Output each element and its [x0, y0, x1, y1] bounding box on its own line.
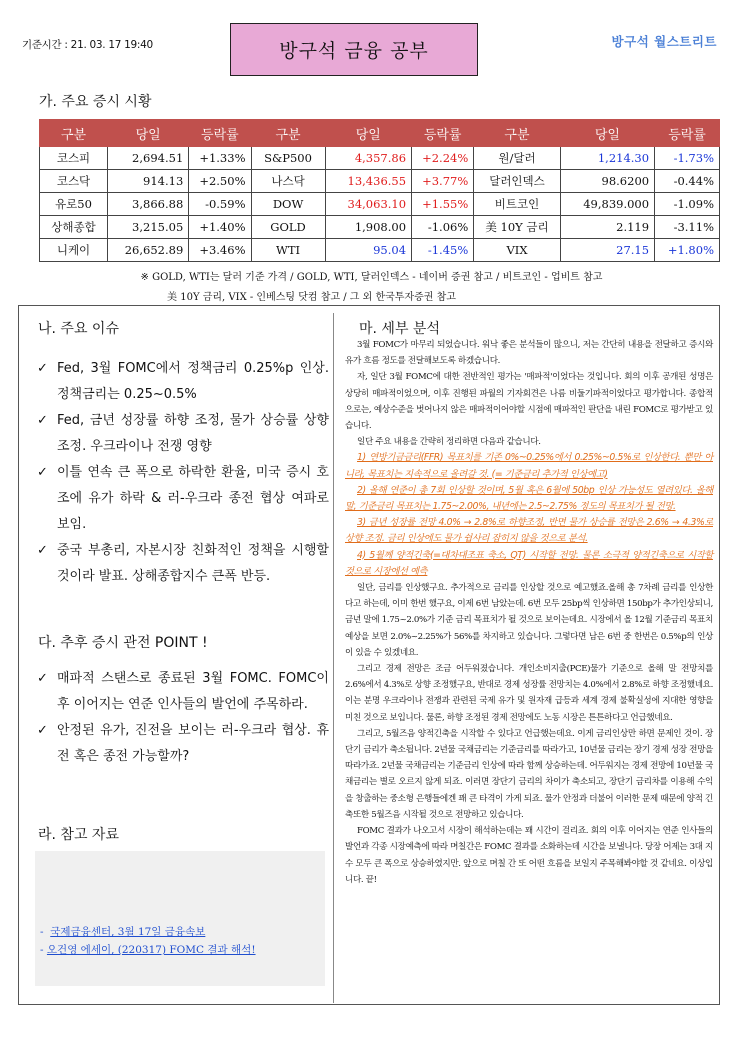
index-name-cell: GOLD: [251, 216, 325, 239]
paragraph: 그리고 경제 전망은 조금 어두워졌습니다. 개인소비지출(PCE)물가 기준으로 올해 말 전망치를 2.6%에서 4.3%로 상향 조정했구요, 반대로 경제 성장률 전망치는 4.0%에서 2.8%로 하향 조정했네요. 이는 분명 우크라이나 전쟁과 관련된 국제 유가 및 원자재 급등과 세계 경제 불확실성에 지대한 영향을 미친 것으로 보입니다. 물론, 하향 조정된 경제 전망에도 노동 시장은 튼튼하다고 언급했네요.: [345, 664, 713, 723]
market-section-title: 가. 주요 증시 시황: [39, 94, 152, 110]
brand-logo: 방구석 월스트리트: [611, 34, 717, 49]
table-row: [40, 170, 720, 193]
highlight-point: 1) 연방기금금리(FFR) 목표치를 기존 0%~0.25%에서 0.25%~0.5%로 인상한다. 뿐만 아니라, 목표치는 지속적으로 올려갈 것. (= 기준금리 추가적 인상예고): [345, 452, 713, 480]
index-name-cell: 원/달러: [474, 147, 560, 170]
value-cell: 95.04: [325, 239, 411, 262]
index-name-cell: 코스피: [40, 147, 108, 170]
column-divider: [333, 313, 334, 1003]
table-row: [40, 239, 720, 262]
table-row: [40, 193, 720, 216]
value-cell: 914.13: [108, 170, 189, 193]
ref-link[interactable]: - 오건영 에세이, (220317) FOMC 결과 해석!: [40, 944, 256, 956]
list-item: ✓ 중국 부총리, 자본시장 친화적인 정책을 시행할 것이라 발표. 상해종합지수 큰폭 반등.: [37, 538, 329, 590]
value-cell: 2.119: [560, 216, 654, 239]
index-name-cell: 달러인덱스: [474, 170, 560, 193]
value-cell: 98.6200: [560, 170, 654, 193]
value-cell: -3.11%: [655, 216, 720, 239]
detail-body: [345, 337, 713, 888]
value-cell: +1.33%: [189, 147, 251, 170]
table-row: [40, 216, 720, 239]
list-item: ✓ 매파적 스탠스로 종료된 3월 FOMC. FOMC이후 이어지는 연준 인사들의 발언에 주목하라.: [37, 666, 329, 718]
table-header-cell: 등락률: [655, 120, 720, 147]
refs-box: [35, 851, 325, 986]
table-header-cell: 당일: [560, 120, 654, 147]
value-cell: 3,866.88: [108, 193, 189, 216]
table-header-cell: 구분: [474, 120, 560, 147]
list-item: ✓ 이틀 연속 큰 폭으로 하락한 환율, 미국 증시 호조에 유가 하락 & 러-우크라 종전 협상 여파로 보임.: [37, 460, 329, 538]
market-note-1: ※ GOLD, WTI는 달러 기준 가격 / GOLD, WTI, 달러인덱스 - 네이버 증권 참고 / 비트코인 - 업비트 참고: [140, 272, 603, 283]
value-cell: +1.40%: [189, 216, 251, 239]
index-name-cell: S&P500: [251, 147, 325, 170]
list-item: ✓ Fed, 금년 성장률 하향 조정, 물가 상승률 상향 조정. 우크라이나 전쟁 영향: [37, 408, 329, 460]
paragraph: 3월 FOMC가 마무리 되었습니다. 워낙 좋은 분석들이 많으니, 저는 간단히 내용을 전달하고 증시와 유가 흐름 정도를 전달해보도록 하겠습니다.: [345, 340, 713, 367]
index-name-cell: VIX: [474, 239, 560, 262]
list-item: ✓ 안정된 유가, 진전을 보이는 러-우크라 협상. 휴전 혹은 종전 가능할까?: [37, 718, 329, 770]
index-name-cell: DOW: [251, 193, 325, 216]
issues-list: [37, 356, 329, 590]
paragraph: 자, 일단 3월 FOMC에 대한 전반적인 평가는 '매파적'이었다는 것입니다. 회의 이후 공개된 성명은 상당히 매파적이었으며, 이후 진행된 파월의 기자회견은 나름 비둘기파적이었다고 평가합니다. 종합적으로는, 예상수준을 벗어나지 않은 매파적이어야할 시점에 매파적인 판단을 내린 FOMC로 평가받고 있습니다.: [345, 372, 713, 432]
page-title: 방구석 금융 공부: [230, 23, 478, 76]
value-cell: 49,839.000: [560, 193, 654, 216]
table-header-cell: 구분: [251, 120, 325, 147]
index-name-cell: 美 10Y 금리: [474, 216, 560, 239]
paragraph: 그리고, 5월즈음 양적긴축을 시작할 수 있다고 언급했는데요. 이게 금리인상만 하면 문제인 것이. 장단기 금리가 축소됩니다. 2년물 국채금리는 기준금리를 따라가고, 10년물 금리는 장기 경제 성장 전망을 따라가죠. 2년물 국채금리는 기준금리 인상에 따라 함께 상승하는데. 어두워지는 경제 전망에 10년물 국채금리는 별로 오르지 않게 되죠. 이러면 장단기 금리의 차이가 축소되고, 장단기 금리차를 이용해 수익을 창출하는 중소형 은행들에겐 꽤 큰 타격이 가게 되죠. 물가 안정과 더불어 이러한 문제 때문에 양적 긴축또한 5월즈음 시작될 것으로 전망하고 있습니다.: [345, 728, 713, 820]
detail-section-title: 마. 세부 분석: [359, 321, 440, 337]
table-row: [40, 147, 720, 170]
value-cell: +3.77%: [412, 170, 474, 193]
paragraph: 일단 주요 내용을 간략히 정리하면 다음과 같습니다.: [357, 437, 541, 448]
table-header-cell: 당일: [108, 120, 189, 147]
highlight-point: 4) 5월께 양적긴축(=대차대조표 축소, QT) 시작할 전망. 물론 소극적 양적긴축으로 시작할 것으로 시장에선 예측: [345, 549, 713, 577]
value-cell: -0.44%: [655, 170, 720, 193]
check-icon: ✓: [37, 465, 48, 480]
value-cell: 34,063.10: [325, 193, 411, 216]
ref-link[interactable]: - 국제금융센터, 3월 17일 금융속보: [40, 926, 206, 938]
check-icon: ✓: [37, 543, 48, 558]
value-cell: 2,694.51: [108, 147, 189, 170]
value-cell: -1.06%: [412, 216, 474, 239]
value-cell: +2.50%: [189, 170, 251, 193]
list-item: ✓ Fed, 3월 FOMC에서 정책금리 0.25%p 인상. 정책금리는 0.25~0.5%: [37, 356, 329, 408]
index-name-cell: 니케이: [40, 239, 108, 262]
market-table: [39, 119, 720, 262]
index-name-cell: 상해종합: [40, 216, 108, 239]
points-section-title: 다. 추후 증시 관전 POINT !: [38, 635, 208, 651]
issues-section-title: 나. 주요 이슈: [38, 321, 119, 337]
highlight-point: 3) 금년 성장률 전망 4.0% → 2.8%로 하향조정, 반면 물가 상승률 전망은 2.6% → 4.3%로 상향 조정. 금리 인상에도 물가 쉽사리 잡히지 않을 것으로 분석.: [345, 517, 713, 545]
value-cell: -0.59%: [189, 193, 251, 216]
index-name-cell: 비트코인: [474, 193, 560, 216]
refs-section-title: 라. 참고 자료: [38, 827, 119, 843]
highlight-point: 2) 올해 연준이 총 7회 인상할 것이며, 5월 혹은 6월에 50bp 인상 가능성도 열려있다. 올해 말, 기준금리 목표치는 1.75~2.00%, 내년에는 2.5~2.75% 정도의 목표치가 될 전망.: [345, 484, 713, 513]
value-cell: 27.15: [560, 239, 654, 262]
check-icon: ✓: [37, 361, 48, 376]
value-cell: +3.46%: [189, 239, 251, 262]
paragraph: 일단, 금리를 인상했구요. 추가적으로 금리를 인상할 것으로 예고했죠.올해 총 7차례 금리를 인상한다고 하는데, 이미 한번 했구요, 이제 6번 남았는데. 6번 모두 25bp씩 인상하면 150bp가 추가인상되니, 금년 말에 1.75~2.0%가 기준 금리 목표치가 될 것으로 보이는데요. 시장에서 올 12월 기준금리 목표치 예상을 보면 2.0%~2.25%가 56%를 차지하고 있습니다. 그렇다면 남은 6번 중 한번은 0.5%p의 인상이 있을 수 있겠네요.: [345, 583, 713, 658]
value-cell: -1.73%: [655, 147, 720, 170]
value-cell: +1.80%: [655, 239, 720, 262]
value-cell: 1,908.00: [325, 216, 411, 239]
index-name-cell: 나스닥: [251, 170, 325, 193]
value-cell: +2.24%: [412, 147, 474, 170]
index-name-cell: 유로50: [40, 193, 108, 216]
index-name-cell: 코스닥: [40, 170, 108, 193]
check-icon: ✓: [37, 413, 48, 428]
value-cell: -1.45%: [412, 239, 474, 262]
value-cell: 4,357.86: [325, 147, 411, 170]
value-cell: -1.09%: [655, 193, 720, 216]
value-cell: 13,436.55: [325, 170, 411, 193]
value-cell: +1.55%: [412, 193, 474, 216]
check-icon: ✓: [37, 723, 48, 738]
table-header-cell: 구분: [40, 120, 108, 147]
check-icon: ✓: [37, 671, 48, 686]
value-cell: 1,214.30: [560, 147, 654, 170]
paragraph: FOMC 결과가 나오고서 시장이 해석하는데는 꽤 시간이 걸리죠. 회의 이후 이어지는 연준 인사들의 발언과 각종 시장예측에 따라 며칠간은 FOMC 결과를 소화하는데 시간을 보낼니다. 당장 어제는 3대 지수 모두 큰 폭으로 상승하였지만. 앞으로 며칠 간 또 어떤 흐름을 보일지 주목해봐야할 것 같네요. 이상입니다. 끝!: [345, 826, 713, 885]
date-label: 기준시간 : 21. 03. 17 19:40: [22, 39, 153, 51]
value-cell: 26,652.89: [108, 239, 189, 262]
market-note-2: 美 10Y 금리, VIX - 인베스팅 닷컴 참고 / 그 외 한국투자증권 참고: [167, 292, 456, 303]
index-name-cell: WTI: [251, 239, 325, 262]
table-header-cell: 당일: [325, 120, 411, 147]
table-header-cell: 등락률: [189, 120, 251, 147]
value-cell: 3,215.05: [108, 216, 189, 239]
table-header-cell: 등락률: [412, 120, 474, 147]
points-list: [37, 666, 329, 770]
